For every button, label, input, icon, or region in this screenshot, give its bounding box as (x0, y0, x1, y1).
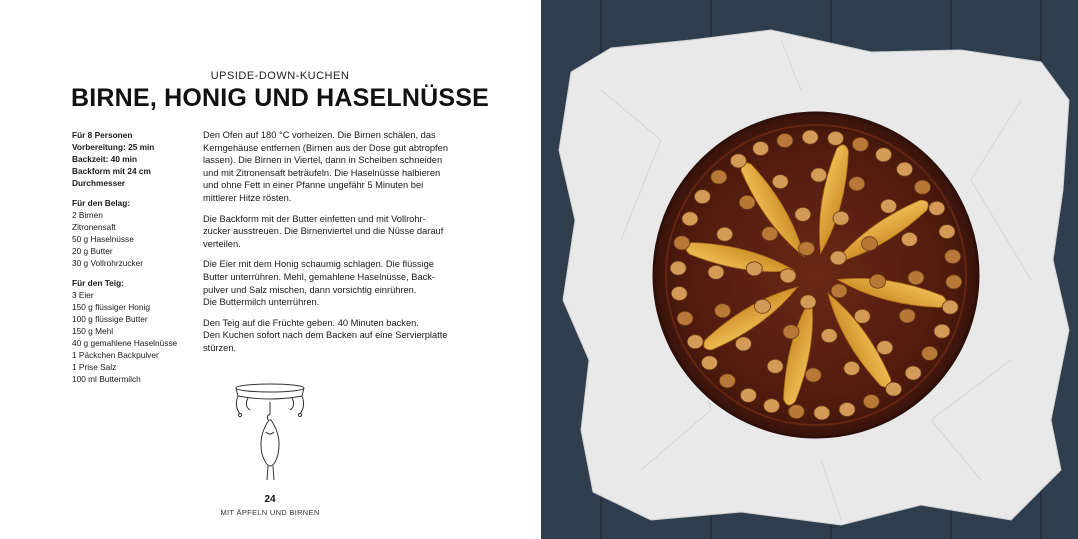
hazelnut (717, 227, 733, 241)
hazelnut (849, 177, 865, 191)
instruction-line: Kerngehäuse entfernen (Birnen aus der Dose gut abtropfen (203, 142, 448, 153)
instruction-line: Den Ofen auf 180 °C vorheizen. Die Birnen schälen, das (203, 130, 436, 140)
hazelnut (711, 170, 727, 184)
instruction-line: lassen). Die Birnen in Viertel, dann in Scheiben schneiden (203, 155, 443, 166)
ingredient-item: Zitronensaft (72, 222, 116, 232)
hazelnut (886, 382, 902, 396)
hazelnut (942, 300, 958, 314)
hazelnut (739, 195, 755, 209)
ingredients-column (72, 129, 192, 385)
hazelnut (876, 148, 892, 162)
hazelnut (762, 227, 778, 241)
instruction-step (203, 129, 493, 205)
hazelnut (870, 274, 886, 288)
hazelnut (830, 251, 846, 265)
hazelnut (670, 261, 686, 275)
prep-time: Vorbereitung: 25 min (72, 142, 155, 152)
bake-time: Backzeit: 40 min (72, 154, 138, 164)
hazelnut (677, 311, 693, 325)
hazelnut (702, 356, 718, 370)
hazelnut (897, 162, 913, 176)
pan-size-cont: Durchmesser (72, 178, 126, 188)
instruction-line: stürzen. (203, 342, 237, 353)
hazelnut (735, 337, 751, 351)
hazelnut (805, 368, 821, 382)
instruction-line: verteilen. (203, 238, 241, 249)
hazelnut (795, 207, 811, 221)
hazelnut (854, 309, 870, 323)
hazelnut (946, 275, 962, 289)
instruction-line: Den Kuchen sofort nach dem Backen auf eine Servierplatte (203, 330, 448, 341)
recipe-title: BIRNE, HONIG UND HASELNÜSSE (71, 84, 489, 112)
hazelnut (799, 242, 815, 256)
hazelnut (929, 201, 945, 215)
ingredient-item: 1 Prise Salz (72, 362, 117, 372)
dough-heading: Für den Teig: (72, 278, 124, 288)
hazelnut (945, 250, 961, 264)
hazelnut (719, 374, 735, 388)
ingredient-item: 3 Eier (72, 290, 94, 300)
servings: Für 8 Personen (72, 130, 133, 140)
instruction-line: Die Backform mit der Butter einfetten und mit Vollrohr- (203, 213, 426, 224)
instructions (203, 129, 493, 363)
hazelnut (915, 180, 931, 194)
ingredient-item: 1 Päckchen Backpulver (72, 350, 159, 360)
hazelnut (777, 134, 793, 148)
instruction-line: mittlerer Hitze rösten. (203, 192, 292, 203)
hazelnut (740, 388, 756, 402)
hazelnut (939, 225, 955, 239)
instruction-line: Die Buttermilch unterrühren. (203, 297, 320, 308)
hazelnut (802, 130, 818, 144)
topping-heading: Für den Belag: (72, 198, 131, 208)
hazelnut (755, 299, 771, 313)
hazelnut (772, 175, 788, 189)
instruction-line: Die Eier mit dem Honig schaumig schlagen. Die flüssige (203, 259, 434, 270)
hazelnut (821, 329, 837, 343)
hazelnut (831, 284, 847, 298)
ingredient-item: 30 g Vollrohrzucker (72, 258, 144, 268)
instruction-step (203, 213, 493, 251)
hazelnut (671, 287, 687, 301)
hazelnut (730, 154, 746, 168)
ingredient-item: 20 g Butter (72, 246, 113, 256)
hazelnut (687, 335, 703, 349)
instruction-line: Den Teig auf die Früchte geben. 40 Minuten backen. (203, 317, 419, 328)
hazelnut (800, 295, 816, 309)
hazelnut (899, 309, 915, 323)
hazelnut (844, 361, 860, 375)
hazelnut (839, 403, 855, 417)
hazelnut (908, 271, 924, 285)
ingredient-item: 100 g flüssige Butter (72, 314, 148, 324)
hazelnut (767, 359, 783, 373)
pan-size: Backform mit 24 cm (72, 166, 151, 176)
hazelnut (863, 395, 879, 409)
hazelnut (905, 366, 921, 380)
hazelnut (814, 406, 830, 420)
upside-down-cake-photo (541, 0, 1078, 539)
ingredient-item: 40 g gemahlene Haselnüsse (72, 338, 178, 348)
ingredient-item: 150 g Mehl (72, 326, 114, 336)
hazelnut (764, 399, 780, 413)
hazelnut (877, 341, 893, 355)
section-title: MIT ÄPFELN UND BIRNEN (220, 508, 320, 517)
hazelnut (682, 212, 698, 226)
instruction-line: und ohne Fett in einer Pfanne ungefähr 5 Minuten bei (203, 180, 424, 191)
ingredient-item: 2 Birnen (72, 210, 103, 220)
hazelnut (811, 168, 827, 182)
instruction-step (203, 317, 493, 355)
hazelnut (780, 269, 796, 283)
hazelnut (901, 232, 917, 246)
hazelnut (862, 237, 878, 251)
ingredient-item: 100 ml Buttermilch (72, 374, 141, 384)
hazelnut (922, 346, 938, 360)
recipe-category: UPSIDE-DOWN-KUCHEN (210, 70, 350, 82)
hazelnut (788, 405, 804, 419)
ingredient-item: 50 g Haselnüsse (72, 234, 134, 244)
hazelnut (753, 142, 769, 156)
instruction-line: pulver und Salz mischen, dann vorsichtig einrühren. (203, 284, 417, 295)
hazelnut (783, 325, 799, 339)
hazelnut (828, 131, 844, 145)
hazelnut (934, 324, 950, 338)
photo-page (541, 0, 1078, 539)
hazelnut (708, 265, 724, 279)
instruction-line: Butter unterrühren. Mehl, gemahlene Haselnüsse, Back- (203, 271, 436, 282)
hazelnut (746, 262, 762, 276)
page-number: 24 (264, 494, 276, 505)
pear-cake-stand-sketch-icon (228, 380, 318, 490)
hazelnut (833, 211, 849, 225)
hazelnut (674, 236, 690, 250)
hazelnut (852, 137, 868, 151)
hazelnut (881, 199, 897, 213)
hazelnut (694, 190, 710, 204)
instruction-step (203, 258, 493, 308)
instruction-line: und mit Zitronensaft beträufeln. Die Haselnüsse halbieren (203, 167, 441, 178)
hazelnut (715, 304, 731, 318)
ingredient-item: 150 g flüssiger Honig (72, 302, 150, 312)
instruction-line: zucker ausstreuen. Die Birnenviertel und die Nüsse darauf (203, 226, 444, 237)
